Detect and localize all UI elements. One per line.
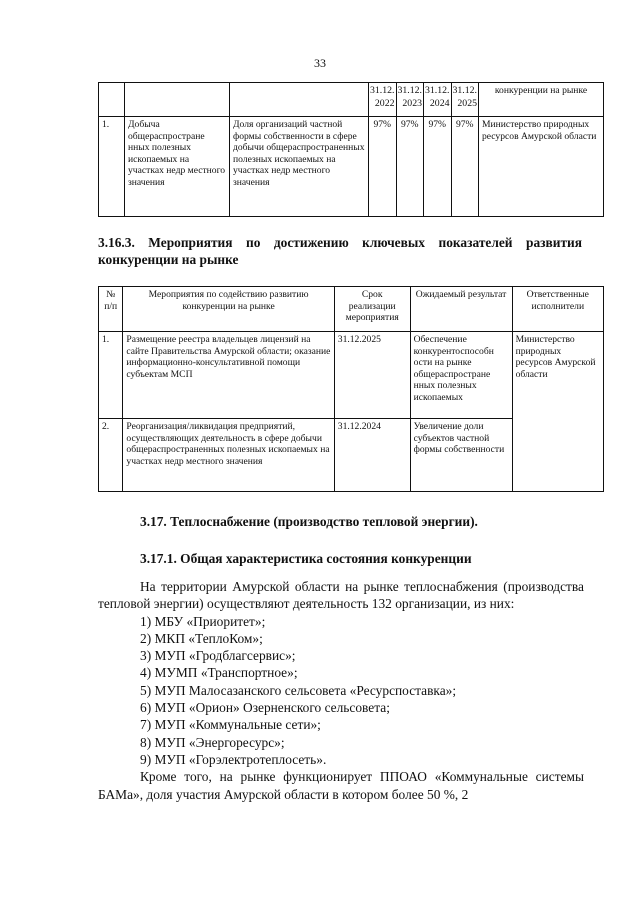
result-cell: Обеспечение конкурентоспособн ости на рынке общераспростране нных полезных ископаемых	[410, 332, 512, 419]
header-num: № п/п	[99, 287, 123, 332]
paragraph-intro: На территории Амурской области на рынке теплоснабжения (производства тепловой энергии) осуществляют деятельность 132 организации, из них:	[98, 579, 584, 612]
value-cell: 97%	[424, 117, 452, 217]
year-header-2023	[396, 83, 424, 117]
list-item: 4) МУМП «Транспортное»;	[140, 665, 298, 681]
table-cell	[125, 83, 230, 117]
year-label: 31.12. 2025	[452, 85, 477, 109]
measure-cell: Размещение реестра владельцев лицензий на сайте Правительства Амурской области; оказание информационно-консультативной помощи субъектам МСП	[123, 332, 334, 419]
result-cell: Увеличение доли субъектов частной формы собственности	[410, 419, 512, 492]
year-label: 31.12. 2023	[397, 85, 422, 109]
list-item: 6) МУП «Орион» Озерненского сельсовета;	[140, 700, 390, 716]
table-header-row	[99, 83, 604, 117]
measure-cell: Реорганизация/ликвидация предприятий, осуществляющих деятельность в сфере добычи общераспространенных полезных ископаемых на участках недр местного значения	[123, 419, 334, 492]
competition-header: конкуренции на рынке	[479, 83, 604, 117]
table-cell	[230, 83, 369, 117]
value-cell: 97%	[369, 117, 397, 217]
year-header-2022	[369, 83, 397, 117]
year-header-2025	[451, 83, 479, 117]
responsible-cell: Министерство природных ресурсов Амурской области	[479, 117, 604, 217]
year-label: 31.12. 2024	[425, 85, 450, 109]
section-heading-3-16-3: 3.16.3. Мероприятия по достижению ключевых показателей развития конкуренции на рынке	[98, 235, 582, 267]
list-item: 2) МКП «ТеплоКом»;	[140, 630, 263, 646]
value-cell: 97%	[451, 117, 479, 217]
header-term: Срок реализации мероприятия	[334, 287, 410, 332]
list-item: 3) МУП «Гродблагсервис»;	[140, 648, 296, 664]
section-heading-3-17-1: 3.17.1. Общая характеристика состояния конкуренции	[140, 551, 472, 566]
value-cell: 97%	[396, 117, 424, 217]
section-heading-3-17: 3.17. Теплоснабжение (производство тепловой энергии).	[140, 514, 478, 529]
market-cell: Добыча общераспростране нных полезных ископаемых на участках недр местного значения	[125, 117, 230, 217]
indicator-cell: Доля организаций частной формы собственности в сфере добычи общераспространенных полезных ископаемых на участках недр местного значения	[230, 117, 369, 217]
paragraph-continuation: Кроме того, на рынке функционирует ППОАО «Коммунальные системы БАМа», доля участия Амурской области в котором более 50 %, 2	[98, 769, 584, 802]
year-header-2024	[424, 83, 452, 117]
responsible-cell: Министерство природных ресурсов Амурской области	[512, 332, 603, 492]
table-row	[99, 117, 604, 217]
list-item: 8) МУП «Энергоресурс»;	[140, 734, 285, 750]
row-number: 1.	[99, 117, 125, 217]
page-number: 33	[314, 56, 326, 70]
table-cell	[99, 83, 125, 117]
term-cell: 31.12.2025	[334, 332, 410, 419]
list-item: 5) МУП Малосазанского сельсовета «Ресурспоставка»;	[140, 682, 457, 698]
header-result: Ожидаемый результат	[410, 287, 512, 332]
row-number: 2.	[99, 419, 123, 492]
list-item: 9) МУП «Горэлектротеплосеть».	[140, 751, 327, 767]
header-responsible: Ответственные исполнители	[512, 287, 603, 332]
section-body	[98, 578, 584, 803]
year-label: 31.12. 2022	[370, 85, 395, 109]
list-item: 1) МБУ «Приоритет»;	[140, 613, 266, 629]
row-number: 1.	[99, 332, 123, 419]
list-item: 7) МУП «Коммунальные сети»;	[140, 717, 321, 733]
header-measure: Мероприятия по содействию развитию конкуренции на рынке	[123, 287, 334, 332]
measures-table	[98, 286, 604, 492]
organizations-list	[98, 613, 584, 769]
indicators-table	[98, 82, 604, 217]
table-row	[99, 332, 604, 419]
term-cell: 31.12.2024	[334, 419, 410, 492]
table-header-row	[99, 287, 604, 332]
